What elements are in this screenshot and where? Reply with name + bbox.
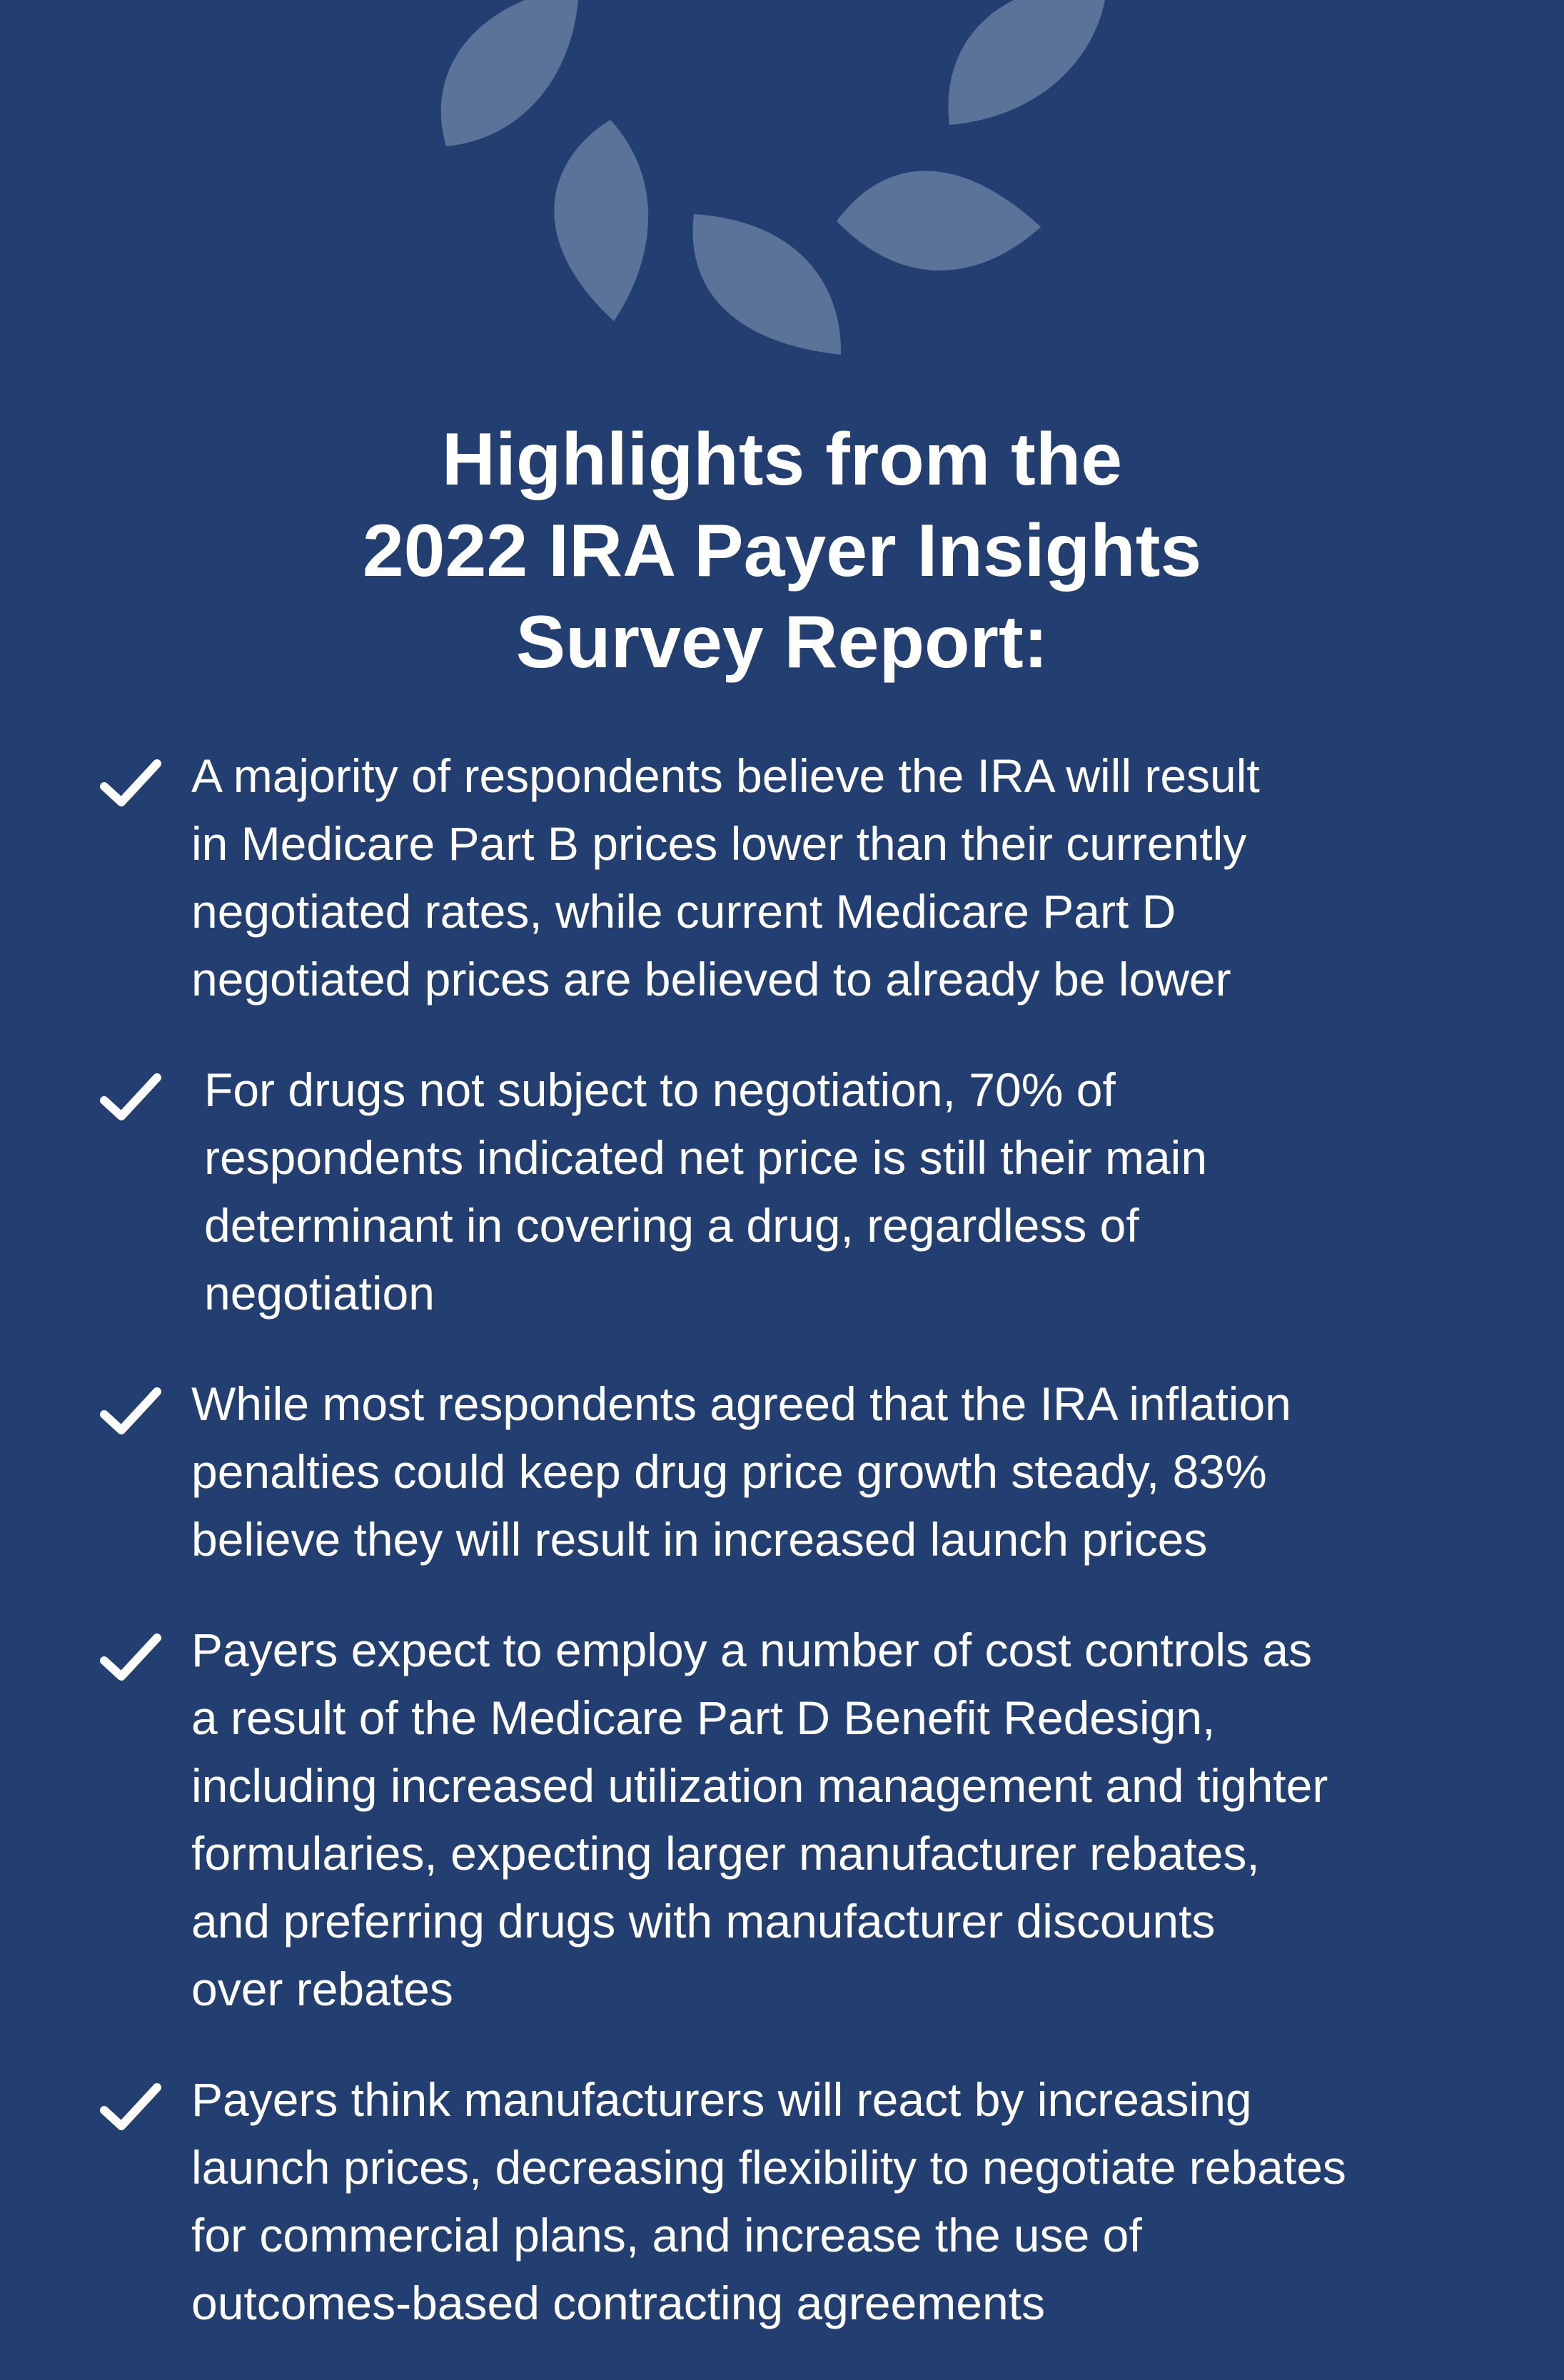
checkmark-icon xyxy=(99,1383,163,1440)
checkmark-icon xyxy=(99,755,163,812)
list-item xyxy=(0,2066,1564,2337)
list-item xyxy=(0,1056,1564,1327)
list-item xyxy=(0,1616,1564,2023)
list-item-text: Payers think manufacturers will react by increasing launch prices, decreasing flexibility to negotiate rebates for commercial plans, and increase the use of outcomes-based contracting agreements xyxy=(191,2073,1346,2329)
title-line-3: Survey Report: xyxy=(515,601,1049,684)
title-line-2: 2022 IRA Payer Insights xyxy=(362,510,1202,592)
list-item-text: A majority of respondents believe the IRA will result in Medicare Part B prices lower than their currently negotiated rates, while current Medicare Part D negotiated prices are believed to already be lower xyxy=(191,749,1260,1006)
list-item xyxy=(0,1370,1564,1574)
checkmark-icon xyxy=(99,2079,163,2136)
list-item-text: Payers expect to employ a number of cost controls as a result of the Medicare Part D Benefit Redesign, including increased utilization management and tighter formularies, expecting larger manufacturer rebates, and preferring drugs with manufacturer discounts over rebates xyxy=(191,1624,1328,2015)
list-item xyxy=(0,742,1564,1013)
leaf-wreath-icon xyxy=(0,0,1564,371)
page-title xyxy=(0,414,1564,688)
checkmark-icon xyxy=(99,1629,163,1686)
checkmark-icon xyxy=(99,1069,163,1126)
list-item-text: For drugs not subject to negotiation, 70% of respondents indicated net price is still their main determinant in covering a drug, regardless of negotiation xyxy=(204,1063,1208,1320)
highlights-list xyxy=(0,742,1564,2380)
list-item-text: While most respondents agreed that the IRA inflation penalties could keep drug price growth steady, 83% believe they will result in increased launch prices xyxy=(191,1377,1291,1566)
title-line-1: Highlights from the xyxy=(441,418,1123,501)
